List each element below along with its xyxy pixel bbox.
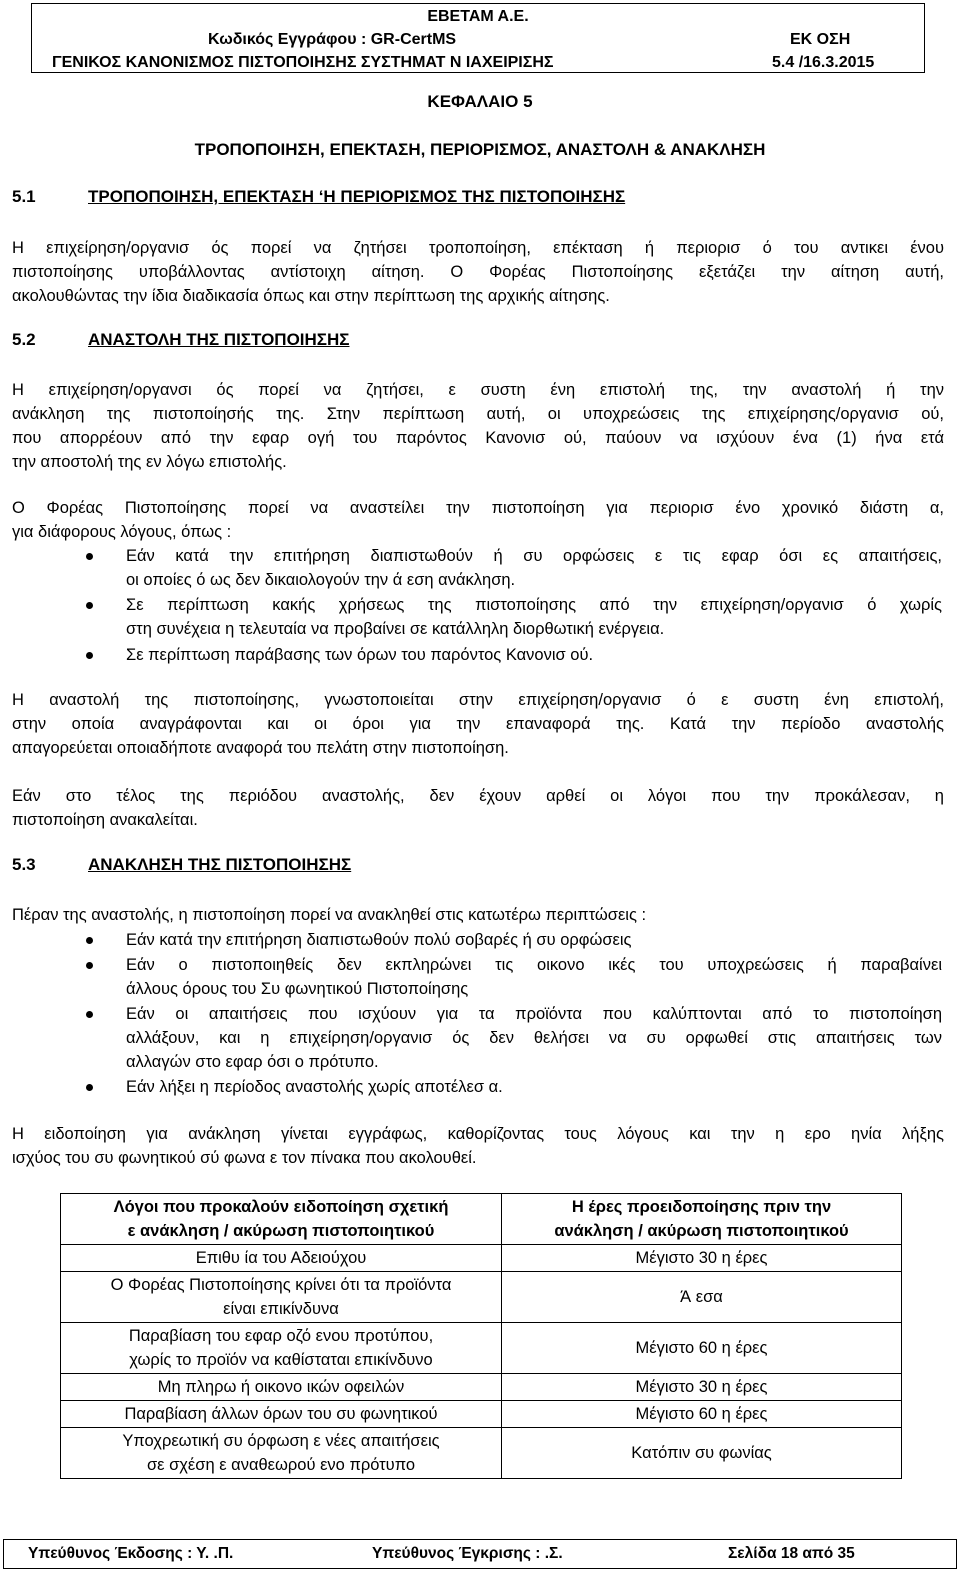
table-cell <box>61 1323 502 1374</box>
text-line: για διάφορους λόγους, όπως : <box>12 523 232 541</box>
document-header <box>31 3 925 73</box>
section-5-1-heading <box>12 187 625 207</box>
cell-line: χωρίς το προϊόν να καθίσταται επικίνδυνο <box>129 1351 433 1369</box>
table-cell: Κατόπιν συ φωνίας <box>502 1428 902 1479</box>
cell-line: Παραβίαση άλλων όρων του συ φωνητικού <box>124 1405 438 1423</box>
text-line: πιστοποίηση ανακαλείται. <box>12 811 198 829</box>
table-header-row <box>61 1194 902 1245</box>
header-line: Η έρες προειδοποίησης πριν την <box>571 1198 832 1216</box>
bullet-icon <box>86 962 93 969</box>
footer-issue: Υπεύθυνος Έκδοσης : Υ. .Π. <box>28 1545 234 1562</box>
document-title: ΓΕΝΙΚΟΣ ΚΑΝΟΝΙΣΜΟΣ ΠΙΣΤΟΠΟΙΗΣΗΣ ΣΥΣΤΗΜΑΤ Ν ΙΑΧΕΙΡΙΣΗΣ <box>52 54 554 71</box>
table-row <box>61 1272 902 1323</box>
table-header-cell <box>61 1194 502 1245</box>
table-row <box>61 1401 902 1428</box>
paragraph <box>12 378 944 474</box>
cell-line: Παραβίαση του εφαρ οζό ενου προτύπου, <box>128 1327 434 1345</box>
chapter-subtitle: ΤΡΟΠΟΠΟΙΗΣΗ, ΕΠΕΚΤΑΣΗ, ΠΕΡΙΟΡΙΣΜΟΣ, ΑΝΑΣΤΟΛΗ & ΑΝΑΚΛΗΣΗ <box>194 140 766 159</box>
text-line: ισχύος του συ φωνητικού σύ φωνα ε τον πίνακα που ακολουθεί. <box>12 1149 477 1167</box>
cell-line: Μη πληρω ή οικονο ικών οφειλών <box>157 1378 405 1396</box>
cell-line: σε σχέση ε αναθεωρού ενο πρότυπο <box>146 1456 416 1474</box>
organization-name: ΕΒΕΤΑΜ Α.Ε. <box>427 8 529 25</box>
table-header-cell <box>502 1194 902 1245</box>
section-title: ΑΝΑΣΤΟΛΗ ΤΗΣ ΠΙΣΤΟΠΟΙΗΣΗΣ <box>88 330 350 349</box>
text-line: αλλαγών στο εφαρ όσι ο πρότυπο. <box>126 1053 379 1071</box>
table-cell: Μέγιστο 60 η έρες <box>502 1323 902 1374</box>
cell-line: είναι επικίνδυνα <box>223 1300 339 1318</box>
text-line: Σε περίπτωση κακής χρήσεως της πιστοποίησης από την επιχείρηση/οργανισ ό χωρίς <box>126 596 942 614</box>
text-line: Η ειδοποίηση για ανάκληση γίνεται εγγράφως, καθορίζοντας τους λόγους και την η ερο ηνία λήξης <box>12 1125 944 1143</box>
table-cell <box>61 1401 502 1428</box>
paragraph <box>12 496 944 544</box>
bullet-icon <box>86 1084 93 1091</box>
text-line: Πέραν της αναστολής, η πιστοποίηση πορεί να ανακληθεί στις κατωτέρω περιπτώσεις : <box>12 906 647 924</box>
text-line: την αποστολή της εν λόγω επιστολής. <box>12 453 287 471</box>
section-5-3-heading <box>12 855 351 875</box>
edition-value: 5.4 /16.3.2015 <box>772 54 875 71</box>
text-line: πιστοποίησης υποβάλλοντας αντίστοιχη αίτηση. Ο Φορέας Πιστοποίησης εξετάζει την αίτηση αυτή, <box>12 263 944 281</box>
header-line: ε ανάκληση / ακύρωση πιστοποιητικού <box>127 1222 435 1240</box>
text-line: αλλάξουν, και η επιχείρηση/οργανισ ός δεν θελήσει να συ ορφωθεί στις απαιτήσεις των <box>126 1029 942 1047</box>
text-line: ανάκληση της πιστοποίησής της. Στην περίπτωση αυτή, οι υποχρεώσεις της επιχείρησης/οργανισ ού, <box>12 405 944 423</box>
table-row <box>61 1245 902 1272</box>
section-number: 5.1 <box>12 187 36 206</box>
edition-label: ΕΚ ΟΣΗ <box>790 31 851 48</box>
bullet-icon <box>86 937 93 944</box>
section-title: ΤΡΟΠΟΠΟΙΗΣΗ, ΕΠΕΚΤΑΣΗ ‘Η ΠΕΡΙΟΡΙΣΜΟΣ ΤΗΣ ΠΙΣΤΟΠΟΙΗΣΗΣ <box>88 187 626 206</box>
paragraph <box>12 784 944 832</box>
text-line: Ο Φορέας Πιστοποίησης πορεί να αναστείλει την πιστοποίηση για περιορισ ένο χρονικό διάστη α, <box>12 499 944 517</box>
cell-line: Ο Φορέας Πιστοποίησης κρίνει ότι τα προϊόντα <box>110 1276 452 1294</box>
revocation-notice-table <box>60 1193 902 1479</box>
section-number: 5.3 <box>12 855 36 874</box>
chapter-title: ΚΕΦΑΛΑΙΟ 5 <box>427 92 533 111</box>
text-line: απαγορεύεται οποιαδήποτε αναφορά του πελάτη στην πιστοποίηση. <box>12 739 509 757</box>
table-row <box>61 1374 902 1401</box>
table-row <box>61 1323 902 1374</box>
table-cell <box>61 1272 502 1323</box>
text-line: Σε περίπτωση παράβασης των όρων του παρόντος Κανονισ ού. <box>126 646 594 664</box>
section-title: ΑΝΑΚΛΗΣΗ ΤΗΣ ΠΙΣΤΟΠΟΙΗΣΗΣ <box>88 855 352 874</box>
bullet-icon <box>86 553 93 560</box>
cell-line: Επιθυ ία του Αδειούχου <box>195 1249 367 1267</box>
footer-page-number: Σελίδα 18 από 35 <box>728 1545 855 1562</box>
text-line: Η αναστολή της πιστοποίησης, γνωστοποιείται στην επιχείρηση/οργανισ ό ε συστη ένη επιστολή, <box>12 691 944 709</box>
table-cell: Μέγιστο 60 η έρες <box>502 1401 902 1428</box>
table-cell <box>61 1428 502 1479</box>
footer-approval: Υπεύθυνος Έγκρισης : .Σ. <box>372 1545 563 1562</box>
table-cell <box>61 1245 502 1272</box>
text-line: που απορρέουν από την εφαρ ογή του παρόντος Κανονισ ού, παύουν να ισχύουν ένα (1) ήνα ετά <box>12 429 944 447</box>
paragraph <box>12 903 944 927</box>
table-cell: Μέγιστο 30 η έρες <box>502 1245 902 1272</box>
table-cell: Μέγιστο 30 η έρες <box>502 1374 902 1401</box>
paragraph <box>12 688 944 760</box>
text-line: στην οποία αναγράφονται και οι όροι για την επαναφορά της. Κατά την περίοδο αναστολής <box>12 715 944 733</box>
paragraph <box>12 1122 944 1170</box>
document-footer <box>3 1539 957 1569</box>
text-line: Εάν ο πιστοποιηθείς δεν εκπληρώνει τις οικονο ικές του υποχρεώσεις ή παραβαίνει <box>126 956 942 974</box>
text-line: Εάν λήξει η περίοδος αναστολής χωρίς αποτέλεσ α. <box>126 1078 503 1096</box>
cell-line: Υποχρεωτική συ όρφωση ε νέες απαιτήσεις <box>122 1432 440 1450</box>
text-line: στη συνέχεια η τελευταία να προβαίνει σε κατάλληλη διορθωτική ενέργεια. <box>126 620 665 638</box>
text-line: Εάν κατά την επιτήρηση διαπιστωθούν πολύ σοβαρές ή συ ορφώσεις <box>126 931 632 949</box>
header-line: Λόγοι που προκαλούν ειδοποίηση σχετική <box>113 1198 449 1216</box>
text-line: Εάν κατά την επιτήρηση διαπιστωθούν ή συ ορφώσεις ε τις εφαρ όσι ες απαιτήσεις, <box>126 547 942 565</box>
text-line: Η επιχείρηση/οργανσι ός πορεί να ζητήσει, ε συστη ένη επιστολή της, την αναστολή ή την <box>12 381 944 399</box>
text-line: Η επιχείρηση/οργανισ ός πορεί να ζητήσει τροποποίηση, επέκταση ή περιορισ ό του αντικει ένου <box>12 239 944 257</box>
text-line: άλλους όρους του Συ φωνητικού Πιστοποίησης <box>126 980 469 998</box>
section-number: 5.2 <box>12 330 36 349</box>
paragraph <box>12 236 944 308</box>
text-line: ακολουθώντας την ίδια διαδικασία όπως και στην περίπτωση της αρχικής αίτησης. <box>12 287 610 305</box>
table-cell <box>61 1374 502 1401</box>
header-line: ανάκληση / ακύρωση πιστοποιητικού <box>554 1222 849 1240</box>
bullet-icon <box>86 652 93 659</box>
bullet-icon <box>86 602 93 609</box>
section-5-2-heading <box>12 330 349 350</box>
text-line: οι οποίες ό ως δεν δικαιολογούν την ά εση ανάκληση. <box>126 571 516 589</box>
text-line: Εάν στο τέλος της περιόδου αναστολής, δεν έχουν αρθεί οι λόγοι που την προκάλεσαν, η <box>12 787 944 805</box>
text-line: Εάν οι απαιτήσεις που ισχύουν για τα προϊόντα που καλύπτονται από το πιστοποίηση <box>126 1005 942 1023</box>
table-row <box>61 1428 902 1479</box>
document-code: Κωδικός Εγγράφου : GR-CertMS <box>208 31 457 48</box>
table-cell: Ά εσα <box>502 1272 902 1323</box>
bullet-icon <box>86 1011 93 1018</box>
